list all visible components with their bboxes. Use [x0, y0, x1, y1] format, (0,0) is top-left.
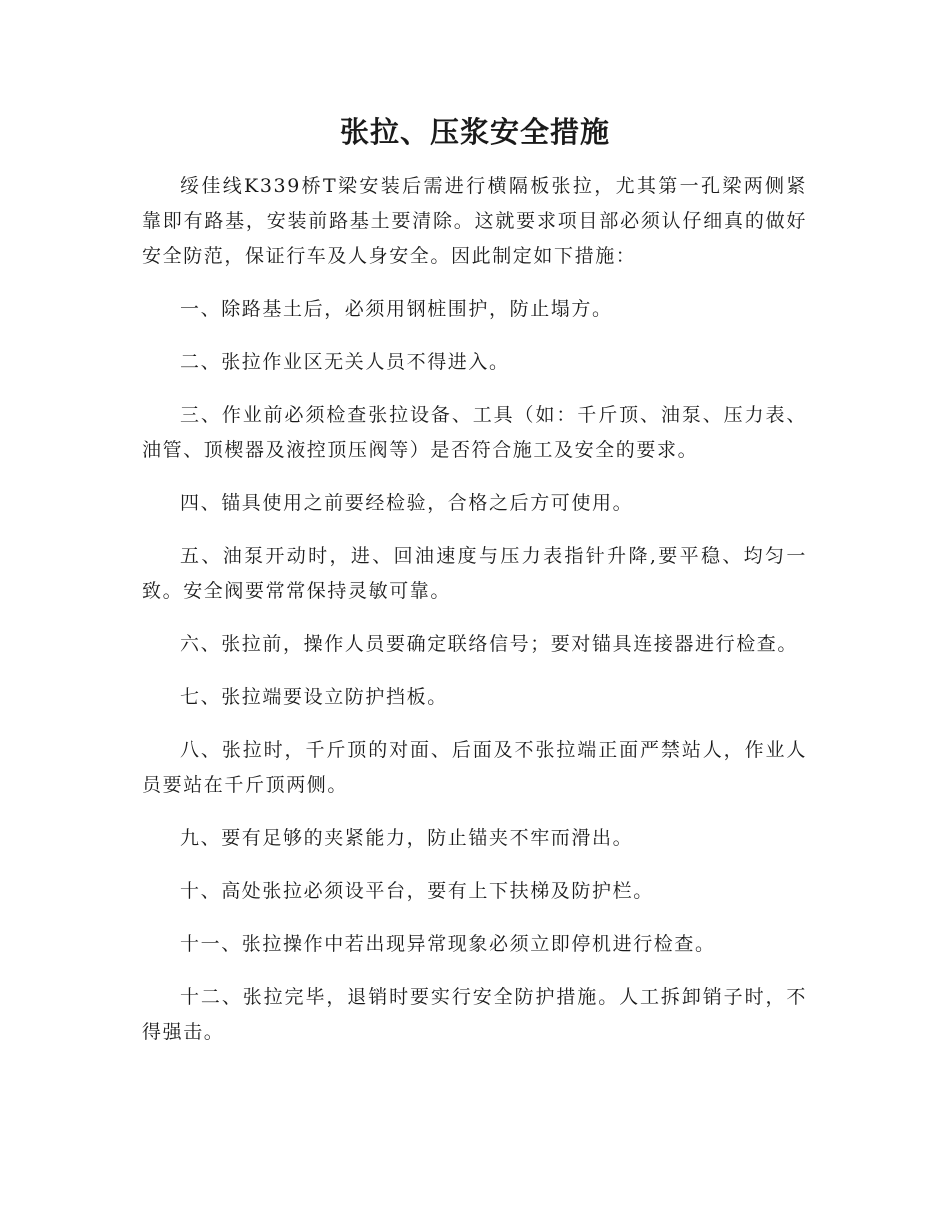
document-title: 张拉、压浆安全措施 [339, 115, 610, 149]
measure-item-10: 十、高处张拉必须设平台，要有上下扶梯及防护栏。 [180, 880, 654, 902]
measure-item-1: 一、除路基土后，必须用钢桩围护，防止塌方。 [180, 298, 613, 320]
measure-item-12: 十二、张拉完毕，退销时要实行安全防护措施。人工拆卸销子时，不得强击。 [142, 986, 807, 1043]
intro-paragraph: 绥佳线K339桥T梁安装后需进行横隔板张拉，尤其第一孔梁两侧紧靠即有路基，安装前路基土要清除。这就要求项目部必须认仔细真的做好安全防范，保证行车及人身安全。因此制定如下措施： [142, 175, 807, 267]
measure-item-2: 二、张拉作业区无关人员不得进入。 [180, 351, 510, 373]
measure-item-6: 六、张拉前，操作人员要确定联络信号；要对锚具连接器进行检查。 [180, 633, 799, 655]
measure-item-9: 九、要有足够的夹紧能力，防止锚夹不牢而滑出。 [180, 827, 634, 849]
measure-item-5: 五、油泵开动时，进、回油速度与压力表指针升降,要平稳、均匀一致。安全阀要常常保持灵敏可靠。 [142, 545, 807, 602]
document-body [142, 169, 807, 1068]
measure-item-11: 十一、张拉操作中若出现异常现象必须立即停机进行检查。 [180, 933, 716, 955]
measure-item-8: 八、张拉时，千斤顶的对面、后面及不张拉端正面严禁站人，作业人员要站在千斤顶两侧。 [142, 739, 807, 796]
measure-item-4: 四、锚具使用之前要经检验，合格之后方可使用。 [180, 492, 634, 514]
measure-item-7: 七、张拉端要设立防护挡板。 [180, 686, 448, 708]
measure-item-3: 三、作业前必须检查张拉设备、工具（如：千斤顶、油泵、压力表、油管、顶楔器及液控顶压阀等）是否符合施工及安全的要求。 [142, 404, 807, 461]
